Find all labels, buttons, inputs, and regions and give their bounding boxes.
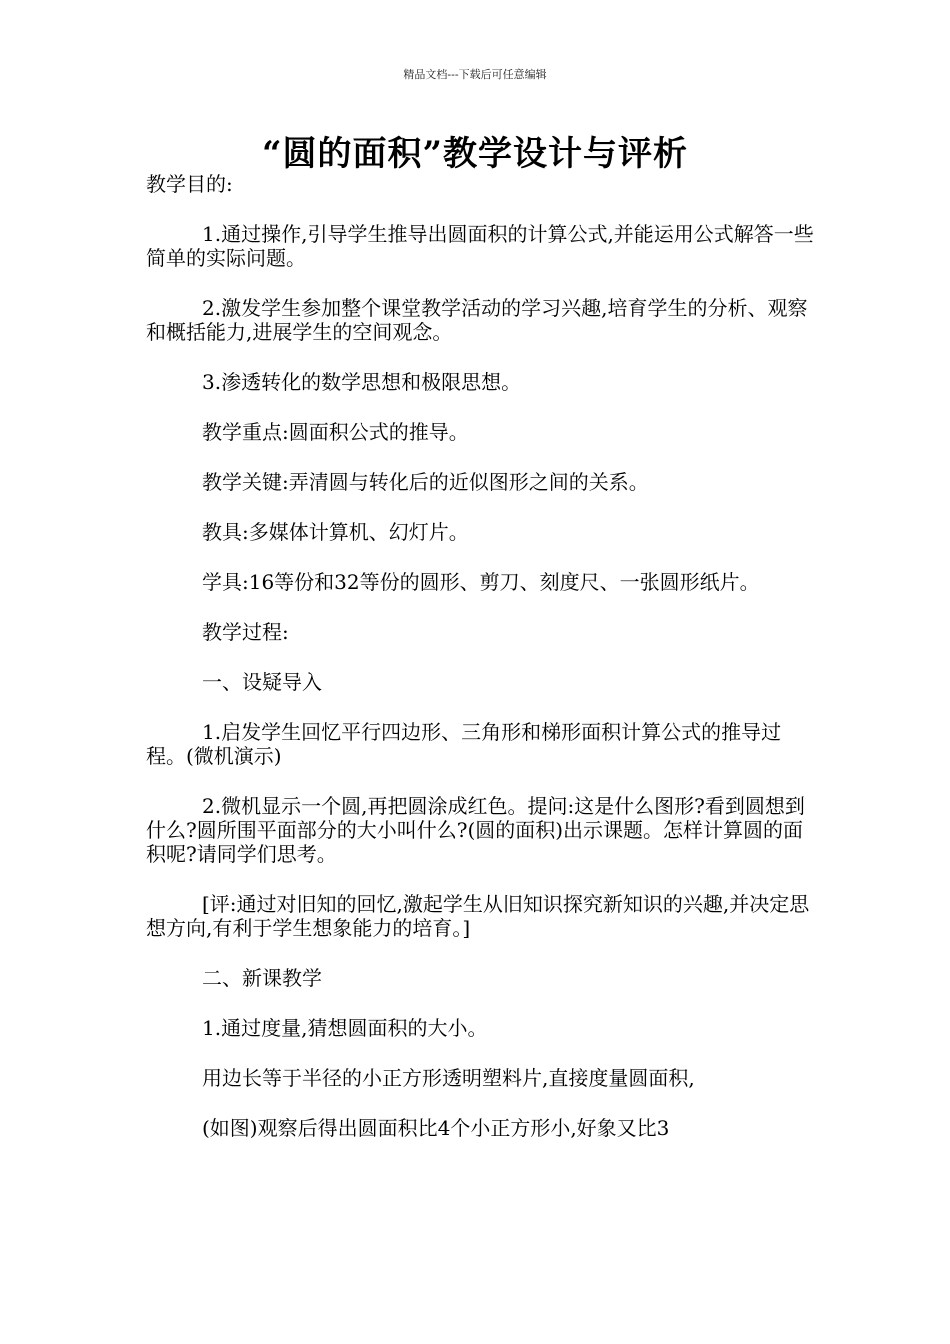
paragraph-objective-3: 3.渗透转化的数学思想和极限思想。 (202, 370, 522, 394)
paragraph-section-2-heading: 二、新课教学 (202, 966, 322, 990)
paragraph-process-heading: 教学过程: (202, 620, 289, 644)
paragraph-section-1-item-2: 2.微机显示一个圆,再把圆涂成红色。提问:这是什么图形?看到圆想到什么?圆所围平面部分的大小叫什么?(圆的面积)出示课题。怎样计算圆的面积呢?请同学们思考。 (146, 794, 805, 866)
paragraph-learning-aids: 学具:16等份和32等份的圆形、剪刀、刻度尺、一张圆形纸片。 (202, 570, 760, 594)
paragraph-objective-1: 1.通过操作,引导学生推导出圆面积的计算公式,并能运用公式解答一些简单的实际问题。 (146, 222, 814, 270)
paragraph-comment: [评:通过对旧知的回忆,激起学生从旧知识探究新知识的兴趣,并决定思想方向,有利于学生想象能力的培育。] (146, 892, 810, 940)
paragraph-section-1-item-1: 1.启发学生回忆平行四边形、三角形和梯形面积计算公式的推导过程。(微机演示) (146, 720, 782, 768)
paragraph-section-2-item-1: 1.通过度量,猜想圆面积的大小。 (202, 1016, 488, 1040)
paragraph-measure-method: 用边长等于半径的小正方形透明塑料片,直接度量圆面积, (202, 1066, 695, 1090)
page-header: 精品文档---下载后可任意编辑 (403, 68, 547, 81)
paragraph-key-difficulty: 教学关键:弄清圆与转化后的近似图形之间的关系。 (202, 470, 649, 494)
paragraph-section-1-heading: 一、设疑导入 (202, 670, 322, 694)
document-body (146, 172, 816, 1166)
paragraph-key-point: 教学重点:圆面积公式的推导。 (202, 420, 469, 444)
paragraph-objective-2: 2.激发学生参加整个课堂教学活动的学习兴趣,培育学生的分析、观察和概括能力,进展学生的空间观念。 (146, 296, 808, 344)
paragraph-objectives-heading: 教学目的: (146, 172, 233, 196)
document-title: “圆的面积”教学设计与评析 (261, 134, 689, 174)
paragraph-teaching-aids: 教具:多媒体计算机、幻灯片。 (202, 520, 469, 544)
paragraph-observation: (如图)观察后得出圆面积比4个小正方形小,好象又比3 (202, 1116, 670, 1140)
